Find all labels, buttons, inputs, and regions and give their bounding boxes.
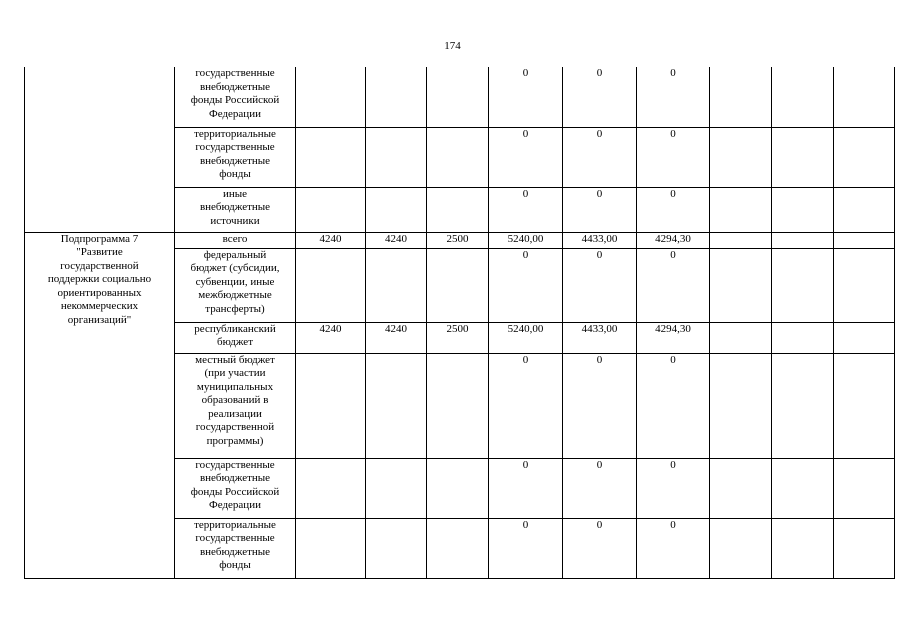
value-cell: 0: [489, 127, 563, 187]
funding-source-line: фонды Российской: [190, 485, 280, 498]
funding-source-line: трансферты): [205, 302, 265, 315]
value-cell: [772, 67, 834, 127]
table-row: [25, 232, 895, 248]
funding-source-cell: [175, 67, 296, 127]
funding-source-cell: [175, 127, 296, 187]
funding-source-line: государственные: [195, 532, 275, 544]
funding-source-line: бюджет (субсидии,: [190, 262, 280, 274]
value-cell: [296, 67, 366, 127]
value-cell: [366, 127, 427, 187]
value-cell: [710, 518, 772, 578]
value-cell: 4433,00: [563, 232, 637, 248]
value-cell: 4294,30: [637, 322, 710, 353]
value-cell: [772, 322, 834, 353]
funding-source-line: межбюджетные: [198, 289, 272, 301]
budget-table: [24, 67, 895, 579]
page-number: 174: [444, 40, 461, 52]
subprogram-title-cell: [25, 232, 175, 578]
value-cell: [296, 458, 366, 518]
value-cell: [772, 127, 834, 187]
value-cell: [296, 353, 366, 458]
funding-source-line: республиканский: [194, 322, 276, 335]
value-cell: [710, 127, 772, 187]
funding-source-line: программы): [206, 434, 264, 447]
value-cell: 4240: [366, 322, 427, 353]
funding-source-line: внебюджетные: [199, 472, 271, 484]
subprogram-title-line: ориентированных: [57, 286, 142, 299]
funding-source-line: муниципальных: [196, 380, 274, 393]
value-cell: 0: [637, 67, 710, 127]
value-cell: 0: [637, 248, 710, 322]
value-cell: [427, 458, 489, 518]
value-cell: [710, 322, 772, 353]
funding-source-cell: [175, 232, 296, 248]
funding-source-cell: [175, 248, 296, 322]
value-cell: [366, 458, 427, 518]
value-cell: 0: [563, 353, 637, 458]
funding-source-line: государственной: [195, 421, 275, 433]
funding-source-line: внебюджетные: [199, 201, 271, 213]
value-cell: [834, 248, 895, 322]
value-cell: 0: [489, 187, 563, 232]
funding-source-line: образований в: [201, 394, 269, 406]
value-cell: [427, 248, 489, 322]
funding-source-line: Федерации: [209, 107, 261, 120]
funding-source-line: бюджет: [217, 336, 253, 348]
funding-source-cell: [175, 187, 296, 232]
value-cell: [834, 322, 895, 353]
funding-source-line: внебюджетные: [199, 154, 271, 167]
value-cell: 0: [637, 187, 710, 232]
value-cell: [366, 187, 427, 232]
subprogram-title-line: "Развитие: [76, 246, 123, 258]
subprogram-title-line: организаций": [67, 313, 132, 326]
value-cell: 4240: [366, 232, 427, 248]
value-cell: 0: [637, 518, 710, 578]
value-cell: [834, 353, 895, 458]
value-cell: [427, 518, 489, 578]
value-cell: 0: [563, 127, 637, 187]
funding-source-line: Федерации: [209, 499, 261, 511]
funding-source-cell: [175, 458, 296, 518]
value-cell: [296, 248, 366, 322]
value-cell: [427, 127, 489, 187]
value-cell: [834, 232, 895, 248]
funding-source-line: (при участии: [204, 367, 266, 379]
value-cell: [772, 353, 834, 458]
value-cell: [834, 518, 895, 578]
value-cell: [296, 518, 366, 578]
funding-source-cell: [175, 518, 296, 578]
funding-source-line: территориальные: [194, 127, 276, 140]
value-cell: 0: [637, 458, 710, 518]
value-cell: 0: [563, 187, 637, 232]
value-cell: [772, 248, 834, 322]
funding-source-line: всего: [222, 232, 248, 245]
value-cell: [710, 353, 772, 458]
value-cell: 4433,00: [563, 322, 637, 353]
value-cell: 4294,30: [637, 232, 710, 248]
funding-source-line: государственные: [195, 67, 275, 79]
value-cell: [834, 458, 895, 518]
subprogram-title-line: некоммерческих: [60, 300, 139, 312]
value-cell: [834, 67, 895, 127]
value-cell: 0: [489, 458, 563, 518]
value-cell: 0: [637, 353, 710, 458]
value-cell: [710, 187, 772, 232]
value-cell: 0: [563, 67, 637, 127]
funding-source-line: внебюджетные: [199, 80, 271, 93]
value-cell: [772, 232, 834, 248]
value-cell: 0: [489, 353, 563, 458]
value-cell: 0: [563, 458, 637, 518]
value-cell: [366, 67, 427, 127]
funding-source-line: фонды: [219, 168, 251, 180]
value-cell: [772, 518, 834, 578]
value-cell: 0: [489, 518, 563, 578]
value-cell: [296, 187, 366, 232]
value-cell: [710, 67, 772, 127]
funding-source-line: источники: [210, 214, 260, 227]
value-cell: [427, 187, 489, 232]
funding-source-line: субвенции, иные: [195, 275, 275, 288]
funding-source-line: фонды Российской: [190, 94, 280, 106]
funding-source-line: государственные: [195, 458, 275, 471]
value-cell: 0: [637, 127, 710, 187]
funding-source-line: государственные: [195, 141, 275, 153]
value-cell: 0: [489, 67, 563, 127]
funding-source-line: федеральный: [203, 248, 267, 261]
value-cell: [834, 127, 895, 187]
funding-source-cell: [175, 353, 296, 458]
value-cell: 0: [489, 248, 563, 322]
value-cell: 4240: [296, 322, 366, 353]
subprogram-title-line: государственной: [60, 259, 139, 272]
value-cell: [772, 458, 834, 518]
value-cell: [296, 127, 366, 187]
value-cell: [710, 458, 772, 518]
value-cell: 4240: [296, 232, 366, 248]
funding-source-line: реализации: [208, 407, 262, 420]
funding-source-cell: [175, 322, 296, 353]
program-name-cell: [25, 67, 175, 232]
subprogram-title-line: поддержки социально: [47, 273, 152, 285]
value-cell: [427, 67, 489, 127]
table-row: [25, 67, 895, 127]
value-cell: [710, 232, 772, 248]
funding-source-line: территориальные: [194, 518, 276, 531]
value-cell: [772, 187, 834, 232]
value-cell: 2500: [427, 232, 489, 248]
funding-source-line: фонды: [219, 559, 251, 571]
value-cell: 5240,00: [489, 232, 563, 248]
funding-source-line: иные: [222, 187, 248, 200]
value-cell: [366, 518, 427, 578]
value-cell: 0: [563, 248, 637, 322]
value-cell: [834, 187, 895, 232]
value-cell: [366, 353, 427, 458]
value-cell: 0: [563, 518, 637, 578]
value-cell: [427, 353, 489, 458]
funding-source-line: внебюджетные: [199, 545, 271, 558]
value-cell: 2500: [427, 322, 489, 353]
funding-source-line: местный бюджет: [195, 353, 275, 366]
value-cell: [366, 248, 427, 322]
value-cell: [710, 248, 772, 322]
value-cell: 5240,00: [489, 322, 563, 353]
subprogram-title-line: Подпрограмма 7: [60, 232, 139, 245]
